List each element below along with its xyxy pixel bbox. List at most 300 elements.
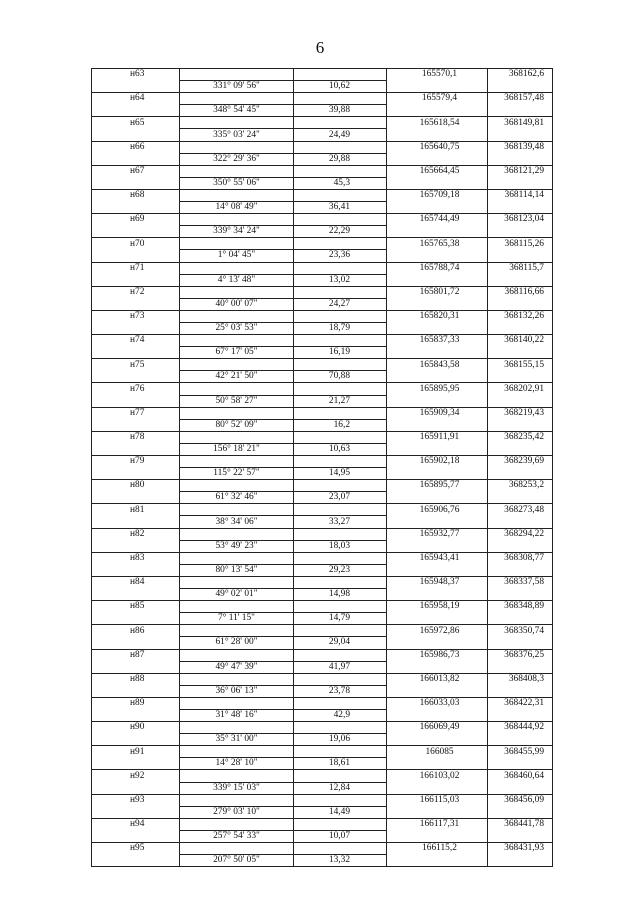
direction-angle: 4° 13' 48" <box>180 274 294 286</box>
empty-cell <box>488 782 553 794</box>
empty-cell <box>180 117 294 129</box>
point-x: 165664,45 <box>387 165 488 177</box>
point-x: 165579,4 <box>387 93 488 105</box>
point-x: 165820,31 <box>387 310 488 322</box>
point-y: 368115,7 <box>488 262 553 274</box>
empty-cell <box>92 661 180 673</box>
segment-length: 10,62 <box>294 81 387 93</box>
empty-cell <box>294 504 387 516</box>
empty-cell <box>294 286 387 298</box>
empty-cell <box>387 226 488 238</box>
point-y: 368115,26 <box>488 238 553 250</box>
segment-length: 42,9 <box>294 709 387 721</box>
point-row <box>92 456 553 468</box>
empty-cell <box>488 153 553 165</box>
empty-cell <box>180 383 294 395</box>
empty-cell <box>180 310 294 322</box>
empty-cell <box>180 697 294 709</box>
empty-cell <box>180 93 294 105</box>
point-name: н70 <box>92 238 180 250</box>
empty-cell <box>180 794 294 806</box>
point-y: 368239,69 <box>488 456 553 468</box>
point-x: 166085 <box>387 746 488 758</box>
segment-row <box>92 685 553 697</box>
empty-cell <box>92 516 180 528</box>
segment-length: 10,63 <box>294 443 387 455</box>
empty-cell <box>180 69 294 81</box>
segment-length: 41,97 <box>294 661 387 673</box>
empty-cell <box>92 492 180 504</box>
empty-cell <box>294 480 387 492</box>
empty-cell <box>92 855 180 867</box>
direction-angle: 156° 18' 21" <box>180 443 294 455</box>
segment-row <box>92 177 553 189</box>
point-row <box>92 165 553 177</box>
point-row <box>92 552 553 564</box>
point-y: 368116,66 <box>488 286 553 298</box>
empty-cell <box>387 685 488 697</box>
segment-length: 29,88 <box>294 153 387 165</box>
point-name: н77 <box>92 407 180 419</box>
empty-cell <box>180 286 294 298</box>
empty-cell <box>294 117 387 129</box>
empty-cell <box>180 359 294 371</box>
point-row <box>92 117 553 129</box>
point-x: 166115,2 <box>387 843 488 855</box>
direction-angle: 14° 08' 49" <box>180 202 294 214</box>
empty-cell <box>294 770 387 782</box>
point-name: н82 <box>92 528 180 540</box>
point-name: н76 <box>92 383 180 395</box>
point-name: н79 <box>92 456 180 468</box>
segment-row <box>92 226 553 238</box>
segment-length: 13,02 <box>294 274 387 286</box>
empty-cell <box>294 431 387 443</box>
empty-cell <box>294 335 387 347</box>
point-name: н69 <box>92 214 180 226</box>
empty-cell <box>488 202 553 214</box>
point-row <box>92 262 553 274</box>
point-row <box>92 794 553 806</box>
empty-cell <box>294 601 387 613</box>
point-row <box>92 843 553 855</box>
point-name: н93 <box>92 794 180 806</box>
segment-row <box>92 661 553 673</box>
empty-cell <box>294 625 387 637</box>
empty-cell <box>92 395 180 407</box>
empty-cell <box>294 359 387 371</box>
segment-row <box>92 468 553 480</box>
point-x: 166117,31 <box>387 818 488 830</box>
segment-row <box>92 153 553 165</box>
empty-cell <box>294 189 387 201</box>
segment-length: 22,29 <box>294 226 387 238</box>
point-y: 368444,92 <box>488 722 553 734</box>
empty-cell <box>488 129 553 141</box>
empty-cell <box>180 722 294 734</box>
segment-length: 14,79 <box>294 613 387 625</box>
point-y: 368139,48 <box>488 141 553 153</box>
segment-row <box>92 81 553 93</box>
direction-angle: 80° 13' 54" <box>180 564 294 576</box>
point-x: 165906,76 <box>387 504 488 516</box>
empty-cell <box>92 105 180 117</box>
point-name: н87 <box>92 649 180 661</box>
point-row <box>92 407 553 419</box>
segment-row <box>92 129 553 141</box>
segment-row <box>92 758 553 770</box>
empty-cell <box>294 165 387 177</box>
segment-row <box>92 371 553 383</box>
point-row <box>92 189 553 201</box>
point-name: н78 <box>92 431 180 443</box>
empty-cell <box>294 93 387 105</box>
point-y: 368460,64 <box>488 770 553 782</box>
direction-angle: 49° 02' 01" <box>180 589 294 601</box>
empty-cell <box>387 298 488 310</box>
point-y: 368431,93 <box>488 843 553 855</box>
empty-cell <box>387 395 488 407</box>
point-name: н95 <box>92 843 180 855</box>
point-name: н74 <box>92 335 180 347</box>
point-name: н72 <box>92 286 180 298</box>
point-name: н71 <box>92 262 180 274</box>
point-y: 368376,25 <box>488 649 553 661</box>
point-x: 165788,74 <box>387 262 488 274</box>
point-x: 165570,1 <box>387 69 488 81</box>
empty-cell <box>488 347 553 359</box>
point-y: 368155,15 <box>488 359 553 371</box>
point-row <box>92 93 553 105</box>
empty-cell <box>387 782 488 794</box>
segment-row <box>92 274 553 286</box>
empty-cell <box>488 589 553 601</box>
point-x: 166103,02 <box>387 770 488 782</box>
point-row <box>92 286 553 298</box>
empty-cell <box>92 758 180 770</box>
segment-row <box>92 637 553 649</box>
point-name: н92 <box>92 770 180 782</box>
empty-cell <box>294 262 387 274</box>
segment-row <box>92 782 553 794</box>
point-x: 165837,33 <box>387 335 488 347</box>
point-x: 165958,19 <box>387 601 488 613</box>
empty-cell <box>387 564 488 576</box>
segment-row <box>92 443 553 455</box>
direction-angle: 257° 54' 33" <box>180 830 294 842</box>
empty-cell <box>294 69 387 81</box>
direction-angle: 42° 21' 50" <box>180 371 294 383</box>
empty-cell <box>387 105 488 117</box>
point-y: 368162,6 <box>488 69 553 81</box>
point-x: 165932,77 <box>387 528 488 540</box>
point-x: 165902,18 <box>387 456 488 468</box>
empty-cell <box>180 818 294 830</box>
empty-cell <box>488 371 553 383</box>
empty-cell <box>180 456 294 468</box>
point-row <box>92 528 553 540</box>
point-y: 368202,91 <box>488 383 553 395</box>
empty-cell <box>180 214 294 226</box>
point-name: н65 <box>92 117 180 129</box>
point-y: 368408,3 <box>488 673 553 685</box>
point-y: 368441,78 <box>488 818 553 830</box>
empty-cell <box>387 153 488 165</box>
point-row <box>92 141 553 153</box>
segment-length: 14,95 <box>294 468 387 480</box>
segment-length: 13,32 <box>294 855 387 867</box>
empty-cell <box>488 322 553 334</box>
segment-length: 24,27 <box>294 298 387 310</box>
direction-angle: 67° 17' 05" <box>180 347 294 359</box>
point-y: 368308,77 <box>488 552 553 564</box>
empty-cell <box>92 806 180 818</box>
segment-length: 12,84 <box>294 782 387 794</box>
point-y: 368253,2 <box>488 480 553 492</box>
point-name: н80 <box>92 480 180 492</box>
empty-cell <box>294 576 387 588</box>
empty-cell <box>294 238 387 250</box>
empty-cell <box>180 552 294 564</box>
empty-cell <box>180 141 294 153</box>
point-row <box>92 214 553 226</box>
empty-cell <box>488 419 553 431</box>
empty-cell <box>92 830 180 842</box>
empty-cell <box>92 298 180 310</box>
empty-cell <box>180 335 294 347</box>
direction-angle: 279° 03' 10" <box>180 806 294 818</box>
empty-cell <box>387 468 488 480</box>
empty-cell <box>294 818 387 830</box>
empty-cell <box>488 250 553 262</box>
empty-cell <box>488 855 553 867</box>
empty-cell <box>294 649 387 661</box>
empty-cell <box>488 806 553 818</box>
segment-row <box>92 806 553 818</box>
empty-cell <box>92 274 180 286</box>
point-name: н81 <box>92 504 180 516</box>
segment-length: 45,3 <box>294 177 387 189</box>
point-x: 165843,58 <box>387 359 488 371</box>
empty-cell <box>387 371 488 383</box>
point-name: н63 <box>92 69 180 81</box>
segment-length: 23,07 <box>294 492 387 504</box>
point-y: 368140,22 <box>488 335 553 347</box>
empty-cell <box>294 843 387 855</box>
segment-length: 21,27 <box>294 395 387 407</box>
empty-cell <box>180 407 294 419</box>
point-y: 368337,58 <box>488 576 553 588</box>
empty-cell <box>92 685 180 697</box>
point-name: н73 <box>92 310 180 322</box>
segment-row <box>92 250 553 262</box>
empty-cell <box>92 153 180 165</box>
point-name: н90 <box>92 722 180 734</box>
direction-angle: 348° 54' 45" <box>180 105 294 117</box>
empty-cell <box>92 322 180 334</box>
empty-cell <box>92 709 180 721</box>
point-x: 165895,95 <box>387 383 488 395</box>
empty-cell <box>180 528 294 540</box>
point-y: 368422,31 <box>488 697 553 709</box>
empty-cell <box>92 637 180 649</box>
point-name: н88 <box>92 673 180 685</box>
segment-length: 24,49 <box>294 129 387 141</box>
empty-cell <box>387 492 488 504</box>
direction-angle: 35° 31' 00" <box>180 734 294 746</box>
point-row <box>92 504 553 516</box>
segment-row <box>92 830 553 842</box>
empty-cell <box>387 806 488 818</box>
point-name: н85 <box>92 601 180 613</box>
segment-row <box>92 492 553 504</box>
point-x: 165895,77 <box>387 480 488 492</box>
point-x: 166033,03 <box>387 697 488 709</box>
segment-length: 29,23 <box>294 564 387 576</box>
direction-angle: 335° 03' 24" <box>180 129 294 141</box>
empty-cell <box>387 709 488 721</box>
empty-cell <box>180 576 294 588</box>
point-x: 165744,49 <box>387 214 488 226</box>
empty-cell <box>387 419 488 431</box>
empty-cell <box>488 637 553 649</box>
empty-cell <box>180 649 294 661</box>
empty-cell <box>294 407 387 419</box>
empty-cell <box>180 770 294 782</box>
point-y: 368235,42 <box>488 431 553 443</box>
direction-angle: 49° 47' 39" <box>180 661 294 673</box>
empty-cell <box>488 758 553 770</box>
empty-cell <box>387 129 488 141</box>
point-y: 368455,99 <box>488 746 553 758</box>
segment-length: 10,07 <box>294 830 387 842</box>
point-row <box>92 818 553 830</box>
empty-cell <box>180 504 294 516</box>
empty-cell <box>294 552 387 564</box>
empty-cell <box>488 830 553 842</box>
empty-cell <box>387 637 488 649</box>
empty-cell <box>92 468 180 480</box>
direction-angle: 50° 58' 27" <box>180 395 294 407</box>
direction-angle: 31° 48' 16" <box>180 709 294 721</box>
point-name: н83 <box>92 552 180 564</box>
point-x: 165801,72 <box>387 286 488 298</box>
empty-cell <box>488 613 553 625</box>
empty-cell <box>488 226 553 238</box>
point-x: 165640,75 <box>387 141 488 153</box>
segment-row <box>92 540 553 552</box>
segment-length: 14,49 <box>294 806 387 818</box>
empty-cell <box>180 238 294 250</box>
point-x: 165709,18 <box>387 189 488 201</box>
direction-angle: 38° 34' 06" <box>180 516 294 528</box>
direction-angle: 115° 22' 57" <box>180 468 294 480</box>
empty-cell <box>294 310 387 322</box>
segment-length: 18,61 <box>294 758 387 770</box>
empty-cell <box>92 371 180 383</box>
point-row <box>92 431 553 443</box>
empty-cell <box>488 564 553 576</box>
point-row <box>92 673 553 685</box>
point-x: 166013,82 <box>387 673 488 685</box>
point-name: н89 <box>92 697 180 709</box>
point-name: н91 <box>92 746 180 758</box>
segment-length: 23,78 <box>294 685 387 697</box>
segment-length: 39,88 <box>294 105 387 117</box>
point-row <box>92 238 553 250</box>
empty-cell <box>294 383 387 395</box>
point-name: н94 <box>92 818 180 830</box>
empty-cell <box>180 625 294 637</box>
direction-angle: 1° 04' 45" <box>180 250 294 262</box>
point-row <box>92 770 553 782</box>
segment-row <box>92 855 553 867</box>
point-y: 368219,43 <box>488 407 553 419</box>
segment-length: 18,03 <box>294 540 387 552</box>
empty-cell <box>294 697 387 709</box>
coordinates-table-body <box>92 69 553 867</box>
segment-row <box>92 419 553 431</box>
empty-cell <box>92 613 180 625</box>
empty-cell <box>387 589 488 601</box>
segment-length: 18,79 <box>294 322 387 334</box>
segment-length: 19,06 <box>294 734 387 746</box>
empty-cell <box>180 431 294 443</box>
empty-cell <box>387 81 488 93</box>
point-name: н68 <box>92 189 180 201</box>
coordinates-table <box>91 68 553 867</box>
point-y: 368123,04 <box>488 214 553 226</box>
segment-length: 36,41 <box>294 202 387 214</box>
empty-cell <box>92 564 180 576</box>
direction-angle: 25° 03' 53" <box>180 322 294 334</box>
segment-row <box>92 322 553 334</box>
point-row <box>92 310 553 322</box>
point-x: 165618,54 <box>387 117 488 129</box>
point-y: 368456,09 <box>488 794 553 806</box>
empty-cell <box>488 492 553 504</box>
direction-angle: 80° 52' 09" <box>180 419 294 431</box>
segment-length: 16,2 <box>294 419 387 431</box>
point-name: н86 <box>92 625 180 637</box>
point-y: 368121,29 <box>488 165 553 177</box>
empty-cell <box>387 322 488 334</box>
empty-cell <box>387 855 488 867</box>
empty-cell <box>294 673 387 685</box>
empty-cell <box>92 443 180 455</box>
segment-row <box>92 105 553 117</box>
empty-cell <box>294 456 387 468</box>
direction-angle: 7° 11' 15" <box>180 613 294 625</box>
empty-cell <box>294 141 387 153</box>
empty-cell <box>92 589 180 601</box>
empty-cell <box>387 734 488 746</box>
empty-cell <box>488 105 553 117</box>
direction-angle: 207° 50' 05" <box>180 855 294 867</box>
point-y: 368348,89 <box>488 601 553 613</box>
segment-length: 23,36 <box>294 250 387 262</box>
empty-cell <box>180 165 294 177</box>
segment-row <box>92 589 553 601</box>
empty-cell <box>387 613 488 625</box>
segment-length: 14,98 <box>294 589 387 601</box>
point-name: н64 <box>92 93 180 105</box>
point-x: 165765,38 <box>387 238 488 250</box>
direction-angle: 339° 34' 24" <box>180 226 294 238</box>
empty-cell <box>180 746 294 758</box>
segment-row <box>92 516 553 528</box>
segment-row <box>92 202 553 214</box>
